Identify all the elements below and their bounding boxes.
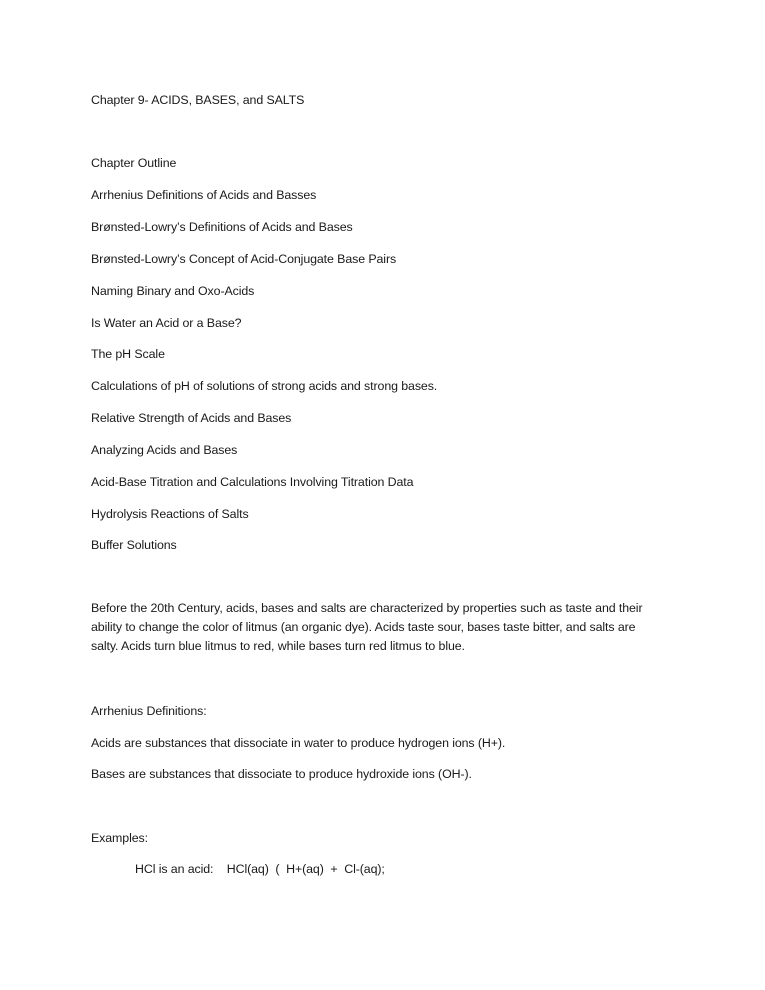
arrhenius-acid-definition: Acids are substances that dissociate in water to produce hydrogen ions (H+).: [91, 736, 506, 750]
examples-heading: Examples:: [91, 831, 148, 845]
intro-line: salty. Acids turn blue litmus to red, while bases turn red litmus to blue.: [91, 639, 465, 653]
outline-item: Relative Strength of Acids and Bases: [91, 411, 292, 425]
outline-item: Brønsted-Lowry’s Concept of Acid-Conjugate Base Pairs: [91, 252, 397, 266]
outline-heading: Chapter Outline: [91, 156, 177, 170]
outline-item: Analyzing Acids and Bases: [91, 443, 238, 457]
example-hcl: HCl is an acid: HCl(aq) ( H+(aq) + Cl-(aq);: [135, 862, 385, 876]
outline-item: Buffer Solutions: [91, 538, 177, 552]
intro-line: Before the 20th Century, acids, bases and salts are characterized by properties such as taste and their: [91, 601, 643, 615]
intro-paragraph: [91, 599, 671, 656]
outline-item: Arrhenius Definitions of Acids and Basses: [91, 188, 317, 202]
outline-item: Is Water an Acid or a Base?: [91, 316, 242, 330]
arrhenius-heading: Arrhenius Definitions:: [91, 704, 207, 718]
intro-line: ability to change the color of litmus (an organic dye). Acids taste sour, bases taste bitter, and salts are: [91, 620, 636, 634]
outline-item: Acid-Base Titration and Calculations Involving Titration Data: [91, 475, 414, 489]
outline-item: Naming Binary and Oxo-Acids: [91, 284, 255, 298]
outline-item: Brønsted-Lowry’s Definitions of Acids and Bases: [91, 220, 353, 234]
outline-item: The pH Scale: [91, 347, 165, 361]
chapter-title: Chapter 9- ACIDS, BASES, and SALTS: [91, 93, 305, 107]
outline-item: Calculations of pH of solutions of strong acids and strong bases.: [91, 379, 438, 393]
arrhenius-base-definition: Bases are substances that dissociate to produce hydroxide ions (OH-).: [91, 767, 472, 781]
outline-item: Hydrolysis Reactions of Salts: [91, 507, 249, 521]
